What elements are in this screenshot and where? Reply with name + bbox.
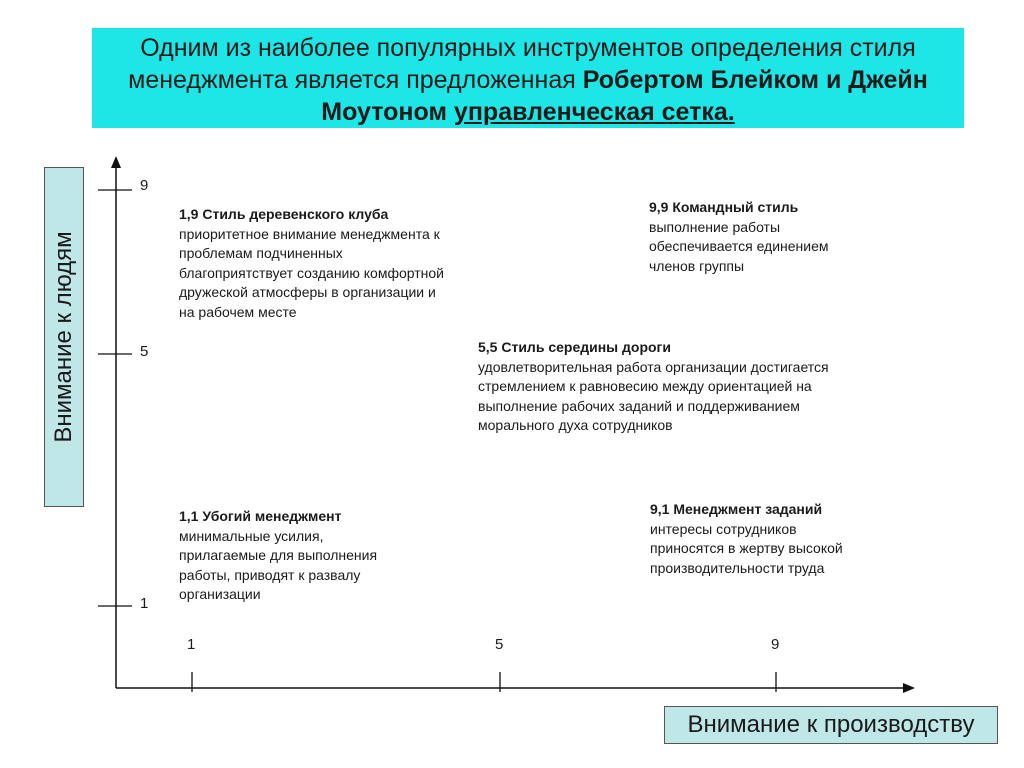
style-description: выполнение работы обеспечивается единением членов группы [649,218,829,274]
y-tick-label: 9 [140,177,149,194]
style-heading: 9,9 Командный стиль [649,199,799,215]
style-description: минимальные усилия, прилагаемые для выполнения работы, приводят к развалу организации [179,527,378,602]
style-task-management [650,500,870,578]
style-heading: 1,1 Убогий менеджмент [179,508,342,524]
title-authors: Робертом Блейком и Джейн Моутоном [321,66,928,126]
y-tick-label: 5 [140,343,149,360]
title-grid-term: управленческая сетка. [453,98,735,126]
style-heading: 9,1 Менеджмент заданий [650,501,823,517]
y-axis-label: Внимание к людям [50,231,77,443]
x-axis-label: Внимание к производству [664,706,998,744]
style-heading: 1,9 Стиль деревенского клуба [179,206,389,222]
x-tick-label: 9 [771,636,780,653]
x-tick-label: 1 [187,636,196,653]
style-middle-of-road [478,338,868,436]
style-impoverished [179,507,379,605]
style-description: удовлетворительная работа организации достигается стремлением к равновесию между ориентацией на выполнение рабочих заданий и поддерживанием морального духа сотрудников [478,358,829,433]
style-heading: 5,5 Стиль середины дороги [478,339,671,355]
y-tick-label: 1 [140,595,149,612]
style-team [649,198,874,276]
style-description: интересы сотрудников приносятся в жертву высокой производительности труда [650,520,843,576]
title-text: Одним из наиболее популярных инструментов определения стиля менеджмента является предложенная [128,34,916,94]
style-description: приоритетное внимание менеджмента к проблемам подчиненных благоприятствует созданию комфортной дружеской атмосферы в организации и на рабочем месте [179,225,444,320]
x-tick-label: 5 [495,636,504,653]
style-country-club [179,205,454,322]
